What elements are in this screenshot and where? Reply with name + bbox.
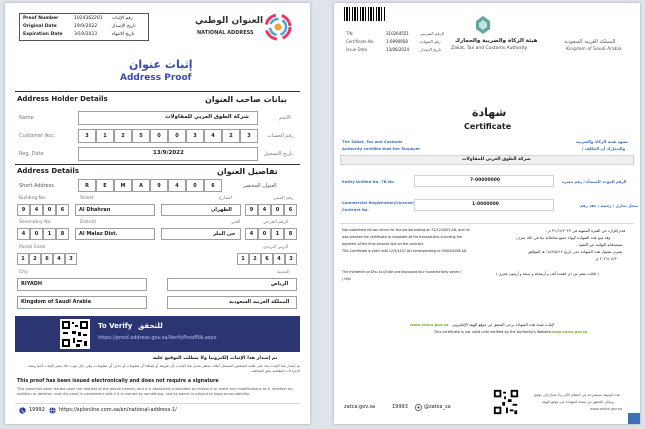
customer-digit: 1	[96, 129, 114, 143]
amount-en-1: The thirteenth of Dhu al-Qi'dah one thousand four hundred forty seven (	[342, 270, 462, 274]
kingdom-en: Kingdom of Saudi Arabia	[566, 47, 622, 52]
country-value: Kingdom of Saudi Arabia	[21, 299, 91, 305]
para-ar-4: يسري مفعول هذه الشهادة حتى تاريخ ١٤٤٧/٥/١٢ هـ الموافق	[528, 249, 623, 254]
cert-title-ar: شهادة	[472, 106, 507, 119]
verify-ar: لإثبات صحة هذه الشهادة يرجى التحقق من موقع الهيئة الإلكتروني	[452, 322, 555, 327]
street-label: Street	[80, 196, 94, 201]
address-heading-ar: تفاصيل العنوان	[217, 167, 278, 176]
verify-site-top[interactable]: www.zatca.gov.sa	[410, 322, 449, 327]
proof-number-label: Proof Number	[23, 16, 59, 21]
para-en-1: Has submitted his tax return for the period ending on 31/12/2023 AD, and he	[342, 228, 470, 232]
holder-top-rule	[15, 91, 300, 92]
footer-url[interactable]: https://splonline.com.sa/en/national-address-1/	[59, 407, 177, 413]
short-address-char: E	[96, 179, 114, 192]
secondary-digit-ar: 4	[245, 228, 258, 240]
postal-digit-ar: 3	[285, 253, 297, 265]
customer-label-ar: رقم الحساب	[267, 133, 294, 139]
intro-en-2: Authority certifies that the Taxpayer	[342, 146, 421, 151]
postal-digit-ar: 2	[249, 253, 261, 265]
title-ar: إثبات عنوان	[129, 58, 193, 71]
entity-value: 7-00000000	[470, 178, 501, 183]
postal-digit: 6	[41, 253, 53, 265]
para-ar-2: وقد منح هذه الشهادة لإنهاء جميع معاملاته بما في ذلك صرف	[516, 235, 611, 240]
cr-value: 1-0000000	[472, 202, 499, 207]
para-ar-3: مستحقاته النهائية عن العقود .	[576, 242, 623, 247]
district-value: Al Malaz Dist.	[79, 231, 118, 237]
certificate-qr-icon	[492, 388, 520, 416]
notice-en-heading: This proof has been issued electronically and does not require a signature	[17, 379, 219, 384]
name-label-ar: الاسم	[279, 115, 291, 121]
footer-phone-zatca: 19993	[392, 404, 408, 410]
postal-digit-ar: 4	[273, 253, 285, 265]
building-label-ar: رقم المبنى	[273, 196, 294, 201]
secondary-digit-ar: 1	[271, 228, 284, 240]
company-name: شركة الطوق العربي للمقاولات	[462, 157, 531, 162]
cert-title-en: Certificate	[464, 122, 512, 131]
building-digit: 6	[56, 204, 69, 216]
customer-digit: 3	[78, 129, 96, 143]
issue-date-value: 13/06/2024	[386, 47, 410, 52]
city-label: City	[19, 270, 28, 275]
entity-label: Entity Unified No. 7B No.	[342, 179, 396, 184]
original-date-label: Original Date	[23, 24, 57, 29]
cert-no-value: 1-6990958	[386, 39, 408, 44]
issue-date-ar: تاريخ الإصدار	[420, 47, 442, 52]
secondary-digit: 0	[30, 228, 43, 240]
social-icon	[415, 404, 422, 411]
building-digit-ar: 6	[284, 204, 297, 216]
verify-title-en: To Verify	[98, 322, 133, 330]
footer-phone: 19992	[29, 407, 45, 413]
para-ar-5: ٢٠٢٦/٠٤/٣٠ م	[596, 256, 619, 261]
phone-icon	[19, 407, 26, 414]
secondary-label-ar: الرقم الفرعي	[263, 220, 289, 225]
building-digit-ar: 0	[271, 204, 284, 216]
customer-digit: 3	[240, 129, 258, 143]
postal-digit-ar: 1	[237, 253, 249, 265]
corner-accent	[628, 413, 640, 424]
city-label-ar: المدينة	[277, 270, 290, 275]
building-digit: 9	[17, 204, 30, 216]
postal-label: Postal Code	[19, 245, 46, 250]
qr-code-icon	[60, 319, 90, 349]
secondary-digit-ar: 8	[284, 228, 297, 240]
district-value-ar: حي الملز	[213, 231, 236, 237]
expiration-date-value: 3/19/2023	[74, 32, 98, 37]
zakat-certificate-document	[334, 3, 640, 424]
secondary-digit: 1	[43, 228, 56, 240]
expiration-date-label: Expiration Date	[23, 32, 63, 37]
building-label: Building No.	[19, 196, 47, 201]
para-ar-1: قدم إقراره عن الفترة المنتهية في ٣١/١٢/٢٠٢٣ م ،	[546, 228, 626, 233]
customer-digit: 0	[150, 129, 168, 143]
building-digit: 4	[30, 204, 43, 216]
cr-label-2: Contract No.	[342, 207, 369, 212]
address-proof-document	[5, 3, 310, 424]
secondary-label: Secondary No.	[19, 220, 52, 225]
cr-label-1: Commercial Registration/License/	[342, 200, 414, 205]
proof-number-ar: رقم الإثبات	[112, 16, 133, 21]
customer-digit: 3	[186, 129, 204, 143]
para-top-rule	[340, 223, 634, 224]
zatca-brand-ar: هيئة الزكاة والضريبة والجمارك	[455, 38, 538, 44]
para-en-2: was granted the certificate to complete all his transactions including the	[342, 235, 462, 239]
verify-en: This certificate is not valid until verified by the Authority's Website:	[434, 330, 552, 334]
short-address-char: 9	[150, 179, 168, 192]
street-value-ar: الظهران	[211, 207, 232, 213]
street-label-ar: الشارع	[219, 196, 232, 201]
verify-url[interactable]: https://proof.address.gov.sa/VerifyProofNA.aspx	[98, 335, 217, 341]
customer-digit: 0	[168, 129, 186, 143]
street-value: Al Dhahran	[79, 207, 111, 213]
reg-date-label: Reg. Date	[19, 151, 44, 157]
proof-number-value: 1024362201	[74, 16, 103, 21]
tin-ar: الرقم الضريبي	[420, 31, 445, 36]
notice-ar-body: تم إصدار هذا الإثبات بناء على طلب الشخص المسجل أعلاه. يحظر تعديل هذا الإثبات بأي طريقة أو إضافة أي معلومات أو حذف أي معلومات، وفي حال ثبوت ذلك يعتبر الإثبات لاغيا وتتخذ الإجراءات النظامية بحق المخالف.	[27, 364, 300, 373]
name-value: شركة الطوق العربي للمقاولات	[165, 114, 249, 120]
name-label: Name	[19, 115, 34, 121]
title-en: Address Proof	[120, 73, 192, 83]
intro-ar-1: تشهد هيئة الزكاة والضريبة	[576, 139, 629, 144]
customer-label: Customer Acc.	[19, 133, 56, 139]
short-address-char: 4	[168, 179, 186, 192]
district-label-ar: الحي	[231, 220, 241, 225]
footer-rule	[15, 403, 300, 404]
secondary-digit: 8	[56, 228, 69, 240]
secondary-digit: 4	[17, 228, 30, 240]
district-label: District	[80, 220, 97, 225]
expiration-date-ar: تاريخ الانتهاء	[112, 32, 135, 37]
kingdom-ar: المملكة العربية السعودية	[564, 39, 616, 45]
customer-digit: 2	[114, 129, 132, 143]
postal-digit: 1	[17, 253, 29, 265]
footer-note-1: هذه الوثيقة مستخرجة من النظام الآلي ولا تحتاج إلى توقيع	[534, 393, 620, 397]
country-value-ar: المملكة العربية السعودية	[229, 299, 290, 305]
amount-en-2: ) Hijri	[342, 277, 351, 281]
short-address-char: R	[78, 179, 96, 192]
short-address-char: 6	[204, 179, 222, 192]
reg-date-label-ar: تاريخ التسجيل	[264, 151, 293, 157]
footer-note-2: ويمكن التحقق من صحة الشهادة عبر موقع الهيئة	[542, 400, 614, 404]
globe-icon	[49, 407, 56, 414]
intro-en-1: The Zakat, Tax and Customs	[342, 139, 403, 144]
intro-ar-2: والجمارك أن المكلف /	[582, 146, 626, 151]
tin-value: 310264551	[386, 31, 409, 36]
para-en-4: This Certificate is valid until 12/5/1447 AH corresponding to 30/04/2026 AD	[342, 249, 467, 253]
customer-digit: 4	[204, 129, 222, 143]
holder-heading-en: Address Holder Details	[17, 95, 108, 103]
city-value-ar: الرياض	[271, 281, 289, 287]
secondary-digit-ar: 0	[258, 228, 271, 240]
zatca-logo-icon	[474, 15, 492, 35]
reg-date-value: 13/9/2022	[153, 150, 184, 156]
postal-digit: 4	[53, 253, 65, 265]
original-date-ar: تاريخ الإصدار	[112, 24, 136, 29]
address-heading-en: Address Details	[17, 167, 80, 175]
postal-label-ar: الرمز البريدي	[263, 245, 289, 250]
city-value: RIYADH	[21, 281, 43, 287]
customer-digit: 5	[132, 129, 150, 143]
short-address-char: A	[132, 179, 150, 192]
tin-label: TIN	[346, 31, 353, 36]
footer-site[interactable]: zatca.gov.sa	[344, 404, 376, 410]
cr-ar: سجل تجاري / رخصة / عقد رقم	[580, 203, 638, 208]
postal-digit-ar: 6	[261, 253, 273, 265]
postal-digit: 3	[65, 253, 77, 265]
national-address-logo-icon	[263, 12, 293, 42]
building-digit: 0	[43, 204, 56, 216]
short-address-label: Short Address	[19, 183, 54, 189]
holder-heading-ar: بيانات صاحب العنوان	[205, 95, 287, 104]
issue-date-label: Issue Date	[346, 47, 368, 52]
para-en-3: payment of the final amount due on the contract.	[342, 242, 424, 246]
cert-no-label: Certificate No.	[346, 39, 375, 44]
footer-note-3[interactable]: www.zatca.gov.sa	[590, 407, 622, 411]
short-address-char: M	[114, 179, 132, 192]
verify-site-bottom[interactable]: www.zatca.gov.sa	[552, 330, 588, 334]
barcode	[344, 7, 386, 21]
zatca-brand-en: Zakat, Tax and Customs Authority	[451, 46, 528, 51]
entity-ar: الرقم الموحد للمنشأة / رقم مميزة	[562, 179, 627, 184]
address-top-rule	[15, 164, 300, 165]
brand-ar: العنوان الوطني	[195, 16, 264, 26]
short-address-char: 0	[186, 179, 204, 192]
verify-title-ar: للتحقق	[138, 322, 163, 330]
notice-en-body: This proof has been issued upon the request of the above-named, and it is absolutely prohibited to imitate it or make any modifications to it, whether by addition or deletion, and the proof is considered void if it is marred by something, and its owner is subject to legal accountability.	[17, 387, 293, 396]
short-address-label-ar: العنوان المختصر	[243, 183, 277, 189]
original-date-value: 19/9/2022	[74, 24, 98, 29]
building-digit-ar: 4	[258, 204, 271, 216]
footer-handle: @zatca_sa	[424, 404, 451, 410]
amount-ar: ( الثالث عشر من ذي القعدة ألف و أربعمائة و سبعة و أربعون هجري )	[496, 272, 599, 276]
cert-no-ar: رقم الشهادة	[420, 39, 441, 44]
postal-digit: 2	[29, 253, 41, 265]
building-digit-ar: 9	[245, 204, 258, 216]
customer-digit: 2	[222, 129, 240, 143]
notice-ar-heading: تم إصدار هذا الإثبات إلكترونيا ولا يتطلب التوقيع عليه	[153, 356, 278, 361]
brand-en: NATIONAL ADDRESS	[197, 30, 254, 36]
